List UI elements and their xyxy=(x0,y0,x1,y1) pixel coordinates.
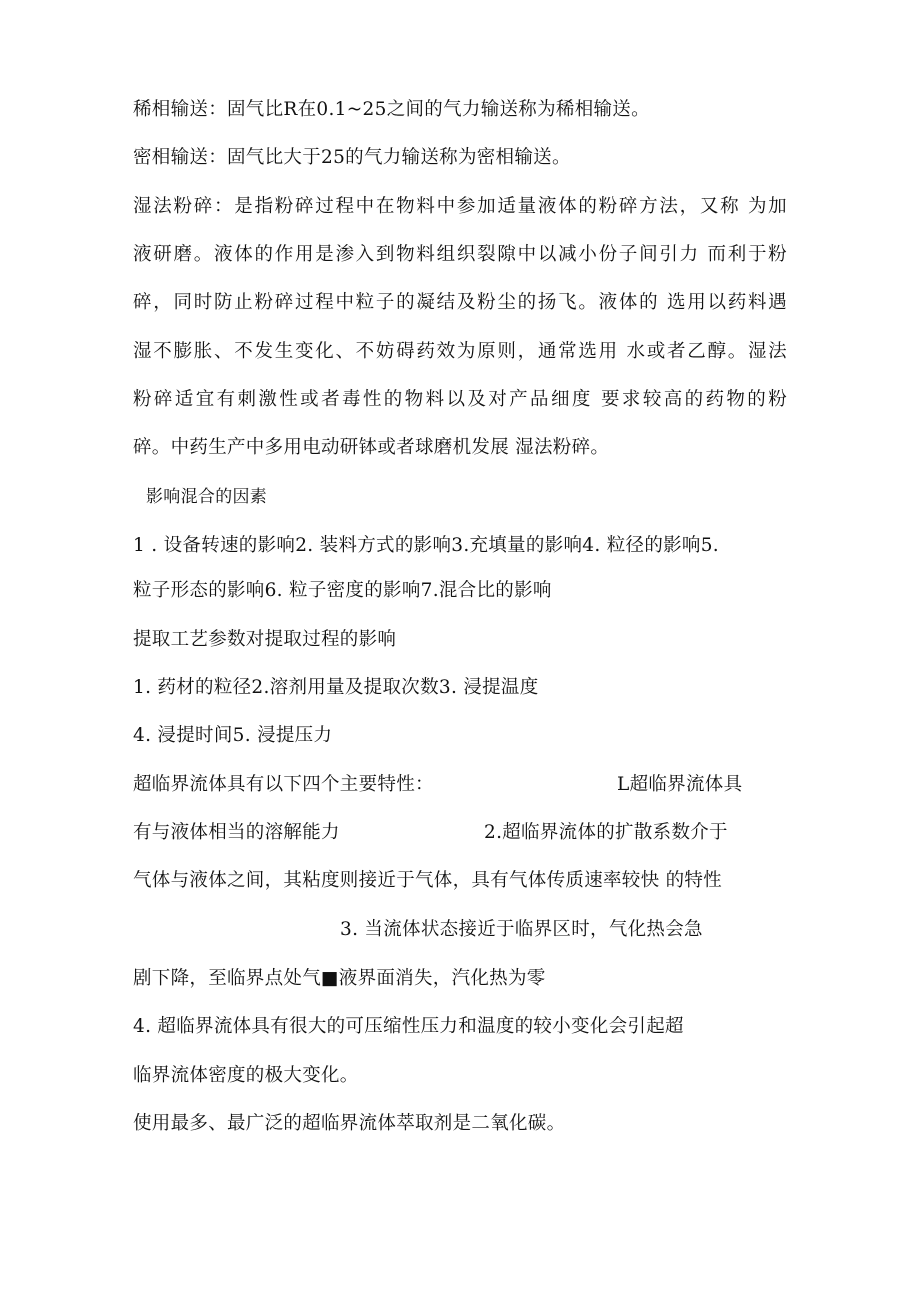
section-heading: 影响混合的因素 xyxy=(146,487,268,507)
text-line: 湿不膨胀、不发生变化、不妨碍药效为原则，通常选用 水或者乙醇。湿法 xyxy=(133,341,787,362)
text-line: 气体与液体之间，其粘度则接近于气体，具有气体传质速率较快 的特性 xyxy=(133,870,722,891)
text-line: 2.超临界流体的扩散系数介于 xyxy=(484,822,728,843)
text-line: 3. 当流体状态接近于临界区时，气化热会急 xyxy=(340,919,703,940)
text-line: 使用最多、最广泛的超临界流体萃取剂是二氧化碳。 xyxy=(133,1113,566,1134)
text-line: 4. 浸提时间5. 浸提压力 xyxy=(133,725,333,746)
text-line: 4. 超临界流体具有很大的可压缩性压力和温度的较小变化会引起超 xyxy=(133,1016,684,1037)
text-line: 1. 药材的粒径2.溶剂用量及提取次数3. 浸提温度 xyxy=(133,677,539,698)
text-line: 碎。中药生产中多用电动研钵或者球磨机发展 湿法粉碎。 xyxy=(133,437,610,458)
text-line: 液研磨。液体的作用是渗入到物料组织裂隙中以减小份子间引力 而利于粉 xyxy=(133,244,787,265)
text-line: 碎，同时防止粉碎过程中粒子的凝结及粉尘的扬飞。液体的 选用以药料遇 xyxy=(133,292,787,313)
text-line: 密相输送：固气比大于25的气力输送称为密相输送。 xyxy=(133,147,571,168)
text-line: 粉碎适宜有刺激性或者毒性的物料以及对产品细度 要求较高的药物的粉 xyxy=(133,389,787,410)
text-line: 湿法粉碎：是指粉碎过程中在物料中参加适量液体的粉碎方法，又称 为加 xyxy=(133,196,787,217)
text-line: 1 . 设备转速的影响2. 装料方式的影响3.充填量的影响4. 粒径的影响5. xyxy=(133,535,719,556)
text-line: 剧下降，至临界点处气■液界面消失，汽化热为零 xyxy=(133,968,546,989)
text-line: 超临界流体具有以下四个主要特性： xyxy=(133,774,434,795)
text-line: 粒子形态的影响6. 粒子密度的影响7.混合比的影响 xyxy=(133,580,552,601)
text-line: 临界流体密度的极大变化。 xyxy=(133,1065,359,1086)
text-line: L超临界流体具 xyxy=(617,774,743,795)
text-line: 提取工艺参数对提取过程的影响 xyxy=(133,629,397,650)
text-line: 稀相输送：固气比R在0.1~25之间的气力输送称为稀相输送。 xyxy=(133,99,650,120)
text-line: 有与液体相当的溶解能力 xyxy=(133,822,340,843)
